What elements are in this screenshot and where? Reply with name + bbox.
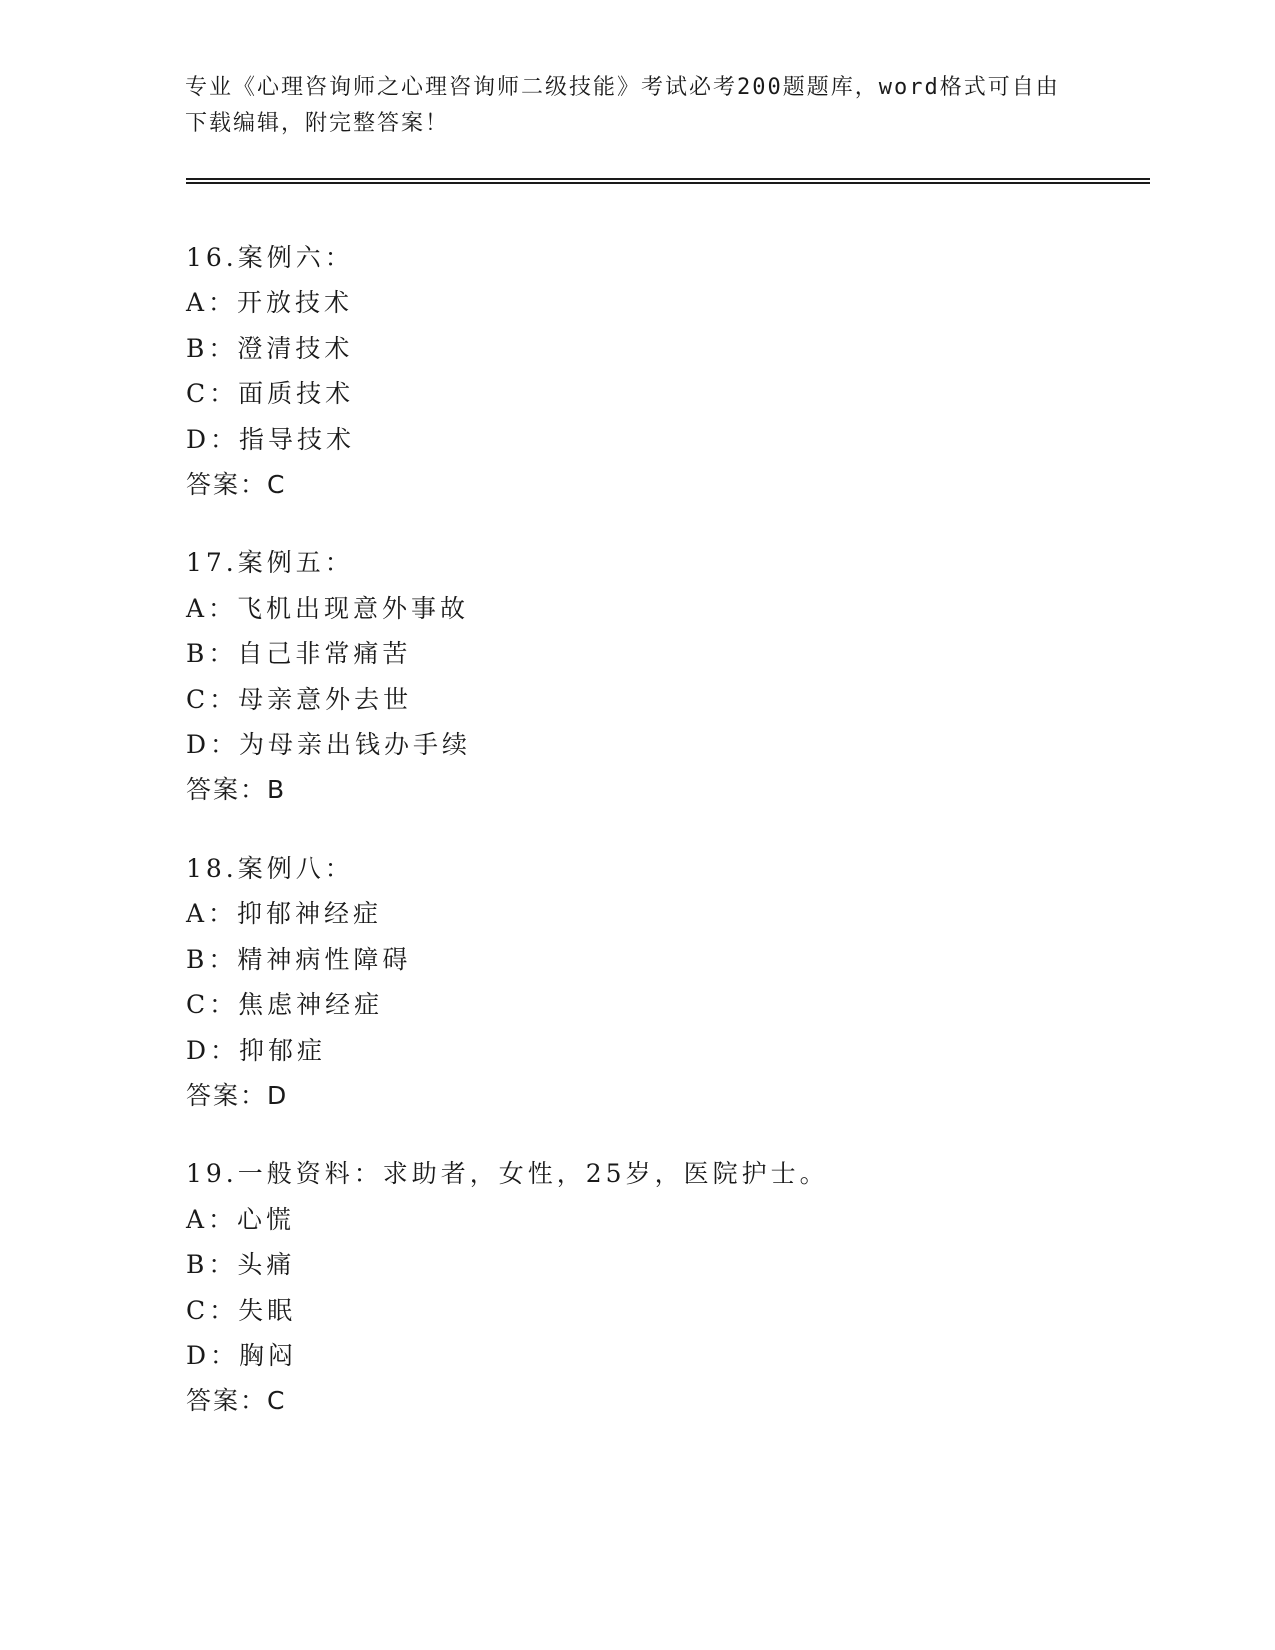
question-17: [186, 540, 1136, 812]
option-c: C：面质技术: [186, 379, 355, 409]
option-a: A：抑郁神经症: [186, 899, 383, 929]
option-a: A：心慌: [186, 1204, 296, 1234]
option-b: B：精神病性障碍: [186, 944, 412, 974]
option-b: B：头痛: [186, 1250, 296, 1280]
option-a: A：开放技术: [186, 288, 354, 318]
answer: 答案：C: [186, 470, 287, 500]
option-d: D：为母亲出钱办手续: [186, 730, 472, 760]
option-c: C：失眠: [186, 1295, 297, 1325]
option-c: C：焦虑神经症: [186, 990, 384, 1020]
answer: 答案：C: [186, 1386, 287, 1416]
option-a: A：飞机出现意外事故: [186, 593, 470, 623]
header-divider-bottom: [186, 182, 1150, 184]
header-divider-top: [186, 178, 1150, 180]
option-d: D：抑郁症: [186, 1035, 327, 1065]
question-title: 18.案例八：: [186, 853, 354, 883]
option-d: D：胸闷: [186, 1340, 298, 1370]
option-b: B：自己非常痛苦: [186, 639, 412, 669]
question-18: [186, 846, 1136, 1118]
option-b: B：澄清技术: [186, 333, 354, 363]
option-c: C：母亲意外去世: [186, 684, 413, 714]
question-list: [186, 235, 1136, 1457]
answer: 答案：D: [186, 1080, 289, 1110]
question-19: [186, 1151, 1136, 1423]
option-d: D：指导技术: [186, 424, 356, 454]
document-header: 专业《心理咨询师之心理咨询师二级技能》考试必考200题题库，word格式可自由下载编辑，附完整答案！: [185, 75, 1060, 136]
question-16: [186, 235, 1136, 507]
question-title: 16.案例六：: [186, 243, 354, 272]
question-title: 17.案例五：: [186, 548, 354, 578]
answer: 答案：B: [186, 775, 287, 805]
question-title: 19.一般资料：求助者，女性，25岁，医院护士。: [186, 1159, 829, 1189]
